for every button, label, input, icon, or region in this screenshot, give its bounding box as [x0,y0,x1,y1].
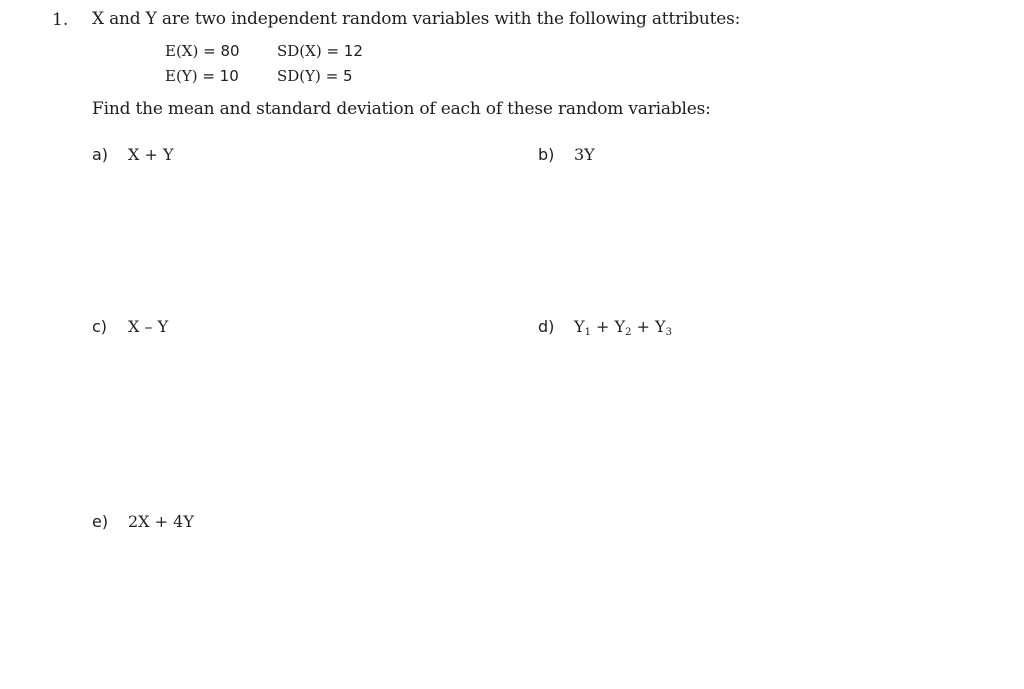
part-label: e) [92,512,109,531]
part-expression: 3Y [574,145,595,164]
part-label: d) [538,317,555,336]
part-e [92,512,194,531]
part-a [92,145,174,164]
question-intro: X and Y are two independent random variables with the following attributes: [92,9,741,29]
given-sd-y: SD(Y) = 5 [277,67,353,85]
part-expression: X + Y [128,145,174,164]
given-sd-x: SD(X) = 12 [277,42,363,60]
part-c [92,317,168,336]
part-expression: $Y_1 + Y_2 + Y_3$ [574,317,672,338]
part-expression: 2X + 4Y [128,512,194,531]
question-instruction: Find the mean and standard deviation of each of these random variables: [92,99,711,119]
part-expression: X – Y [128,317,169,336]
part-d [538,317,672,338]
given-mean-y: E(Y) = 10 [165,67,239,85]
part-label: b) [538,145,555,164]
part-label: c) [92,317,108,336]
part-label: a) [92,145,109,164]
question-number: 1. [52,10,69,30]
given-mean-x: E(X) = 80 [165,42,240,60]
part-b [538,145,595,164]
